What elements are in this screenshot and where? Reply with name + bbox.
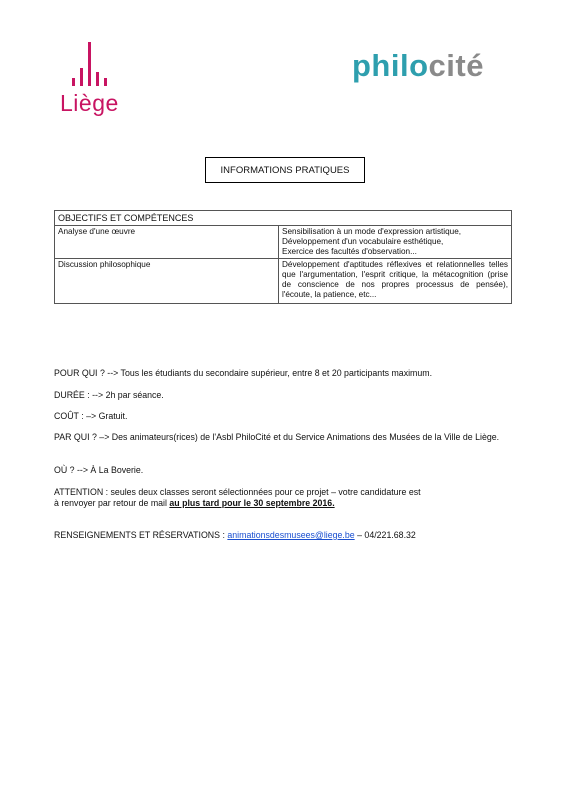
table-row	[55, 226, 512, 259]
liege-logo	[58, 42, 128, 122]
info-reservations	[54, 530, 514, 541]
info-duree: DURÉE : --> 2h par séance.	[54, 390, 164, 400]
attention-text: à renvoyer par retour de mail	[54, 498, 170, 508]
row-description: Développement d'aptitudes réflexives et relationnelles telles que l'argumentation, l'esprit critique, la métacognition (prise de conscience de nos propres processus de pensée), l'écoute, la patience, etc...	[279, 259, 512, 304]
info-ou: OÙ ? --> À La Boverie.	[54, 465, 144, 475]
table-header-row	[55, 211, 512, 226]
attention-deadline: au plus tard pour le 30 septembre 2016.	[169, 498, 335, 508]
info-pour-qui: POUR QUI ? --> Tous les étudiants du secondaire supérieur, entre 8 et 20 participants maximum.	[54, 368, 433, 378]
email-link[interactable]: animationsdesmusees@liege.be	[227, 530, 355, 540]
info-attention	[54, 487, 514, 509]
table-row	[55, 259, 512, 304]
liege-bars-icon	[72, 42, 112, 86]
attention-line-1: ATTENTION : seules deux classes seront sélectionnées pour ce projet – votre candidature est	[54, 487, 421, 497]
philocite-logo-part1: philo	[352, 48, 429, 83]
philocite-logo-part2: cité	[428, 48, 484, 83]
info-cout: COÛT : –> Gratuit.	[54, 411, 128, 421]
desc-line: Exercice des facultés d'observation...	[282, 247, 417, 256]
table-header: OBJECTIFS ET COMPÉTENCES	[55, 211, 512, 226]
page-title: INFORMATIONS PRATIQUES	[205, 157, 365, 183]
desc-line: Sensibilisation à un mode d'expression artistique,	[282, 227, 462, 236]
row-description	[279, 226, 512, 259]
phone-number: – 04/221.68.32	[354, 530, 416, 540]
liege-logo-text: Liège	[60, 90, 119, 116]
desc-line: Développement d'un vocabulaire esthétique,	[282, 237, 444, 246]
objectives-table	[54, 210, 512, 304]
philocite-logo	[352, 48, 484, 84]
row-label: Discussion philosophique	[55, 259, 279, 304]
reservations-label: RENSEIGNEMENTS ET RÉSERVATIONS :	[54, 530, 228, 540]
info-par-qui: PAR QUI ? –> Des animateurs(rices) de l'Asbl PhiloCité et du Service Animations des Musées de la Ville de Liège.	[54, 432, 500, 442]
attention-line-2	[54, 498, 514, 509]
row-label: Analyse d'une œuvre	[55, 226, 279, 259]
